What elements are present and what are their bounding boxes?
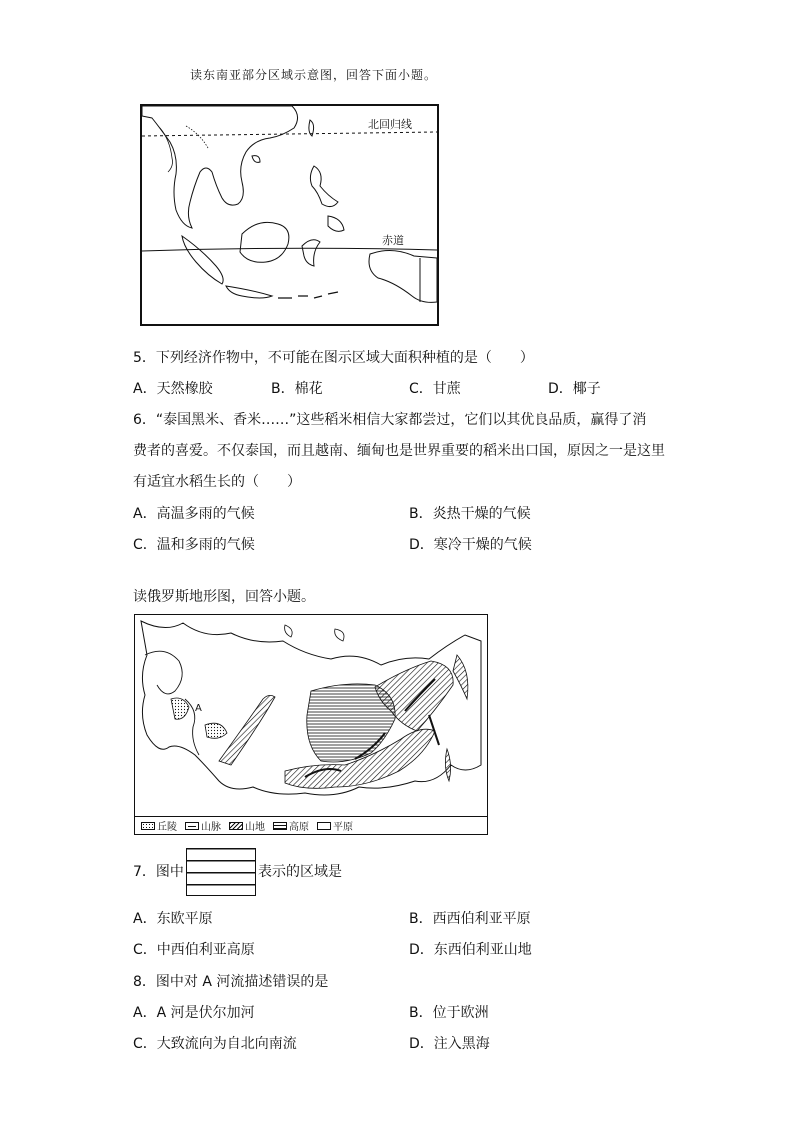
legend-upland-label: 山地 <box>245 822 265 833</box>
q6-stem-line-1: 6．“泰国黑米、香米……”这些稻米相信大家都尝过，它们以其优良品质，赢得了消 <box>133 412 647 428</box>
q8-option-d[interactable]: D．注入黑海 <box>409 1036 490 1052</box>
q5-option-d[interactable]: D．椰子 <box>548 381 601 397</box>
legend-upland <box>229 818 265 833</box>
plateau-swatch-icon <box>273 822 287 830</box>
mountain-range-swatch-icon <box>185 822 199 830</box>
legend-plateau <box>273 818 309 833</box>
q5-stem: 5．下列经济作物中，不可能在图示区域大面积种植的是（ ） <box>133 350 534 366</box>
q5-option-b[interactable]: B．棉花 <box>271 381 323 397</box>
plateau-symbol-icon <box>186 848 256 896</box>
q5-option-a[interactable]: A．天然橡胶 <box>133 381 213 397</box>
equator-label: 赤道 <box>382 234 404 247</box>
legend-mountain-range <box>185 818 221 833</box>
q6-stem-line-3: 有适宜水稻生长的（ ） <box>133 474 301 490</box>
legend-hill-label: 丘陵 <box>157 822 177 833</box>
q6-stem-line-2: 费者的喜爱。不仅泰国，而且越南、缅甸也是世界重要的稻米出口国，原因之一是这里 <box>133 443 665 459</box>
upland-swatch-icon <box>229 822 243 830</box>
q7-option-a[interactable]: A．东欧平原 <box>133 911 213 927</box>
russia-terrain-map <box>134 614 488 835</box>
q6-option-b[interactable]: B．炎热干燥的气候 <box>409 506 531 522</box>
intro-southeast-asia: 读东南亚部分区域示意图，回答下面小题。 <box>190 68 438 82</box>
legend-plain <box>317 818 353 833</box>
intro-russia: 读俄罗斯地形图，回答小题。 <box>133 589 315 605</box>
legend-plateau-label: 高原 <box>289 822 309 833</box>
tropic-label: 北回归线 <box>368 118 412 131</box>
russia-terrain-map-drawing <box>135 615 486 815</box>
river-a-label: A <box>195 703 202 714</box>
q8-option-a[interactable]: A．A 河是伏尔加河 <box>133 1005 255 1021</box>
southeast-asia-map <box>140 104 439 326</box>
map-legend <box>135 816 487 834</box>
q7-option-b[interactable]: B．西西伯利亚平原 <box>409 911 531 927</box>
q8-stem: 8．图中对 A 河流描述错误的是 <box>133 974 329 990</box>
q5-option-c[interactable]: C．甘蔗 <box>409 381 461 397</box>
q8-option-b[interactable]: B．位于欧洲 <box>409 1005 489 1021</box>
legend-hill <box>141 818 177 833</box>
hill-swatch-icon <box>141 822 155 830</box>
q7-option-c[interactable]: C．中西伯利亚高原 <box>133 942 255 958</box>
q7-option-d[interactable]: D．东西伯利亚山地 <box>409 942 532 958</box>
legend-plain-label: 平原 <box>333 822 353 833</box>
q7-stem-pre: 7．图中 <box>133 864 184 880</box>
q6-option-a[interactable]: A．高温多雨的气候 <box>133 506 255 522</box>
q7-stem-post: 表示的区域是 <box>258 864 342 880</box>
plain-swatch-icon <box>317 822 331 830</box>
q6-option-d[interactable]: D．寒冷干燥的气候 <box>409 537 532 553</box>
q6-option-c[interactable]: C．温和多雨的气候 <box>133 537 255 553</box>
q8-option-c[interactable]: C．大致流向为自北向南流 <box>133 1036 297 1052</box>
legend-mountain-range-label: 山脉 <box>201 822 221 833</box>
southeast-asia-map-drawing <box>142 106 437 324</box>
